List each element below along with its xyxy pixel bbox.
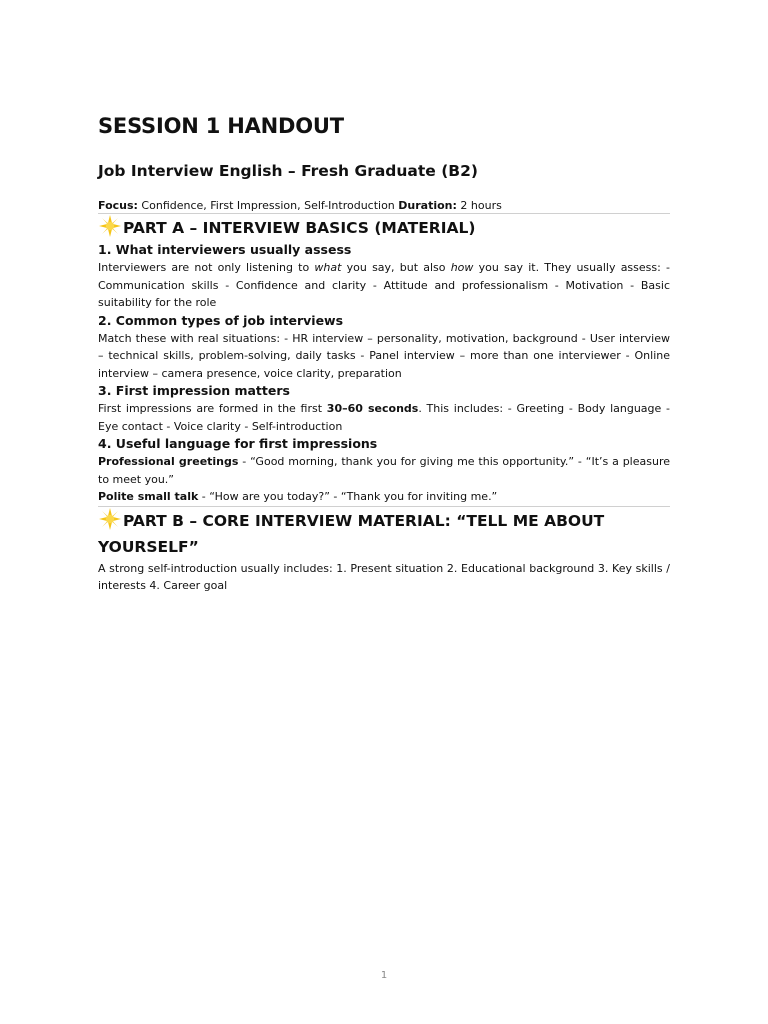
section-4-heading: 4. Useful language for first impressions: [98, 436, 378, 451]
part-b-text: A strong self-introduction usually includes: 1. Present situation 2. Educational background 3. Key skills / interests 4. Career goal: [98, 561, 670, 592]
section-1-heading: 1. What interviewers usually assess: [98, 242, 352, 257]
focus-label: Focus:: [98, 199, 138, 212]
text-run: Interviewers are not only listening to: [98, 261, 315, 274]
text-run: . This includes: - Greeting - Body language - Eye contact - Voice clarity - Self-introduction: [98, 402, 671, 433]
part-b-heading: [98, 507, 670, 560]
text-run: - “Good morning, thank you for giving me this opportunity.” - “It’s a pleasure to meet you.”: [98, 455, 670, 486]
section-2-text: Match these with real situations: - HR interview – personality, motivation, background - User interview – technical skills, problem-solving, daily tasks - Panel interview – more than one interviewer - Online interview – camera presence, voice clarity, preparation: [98, 331, 670, 380]
section-2-heading: 2. Common types of job interviews: [98, 312, 344, 328]
handout-page: [98, 112, 670, 595]
page-number: 1: [380, 970, 388, 981]
text-run: you say it. They usually assess: - Communication skills - Confidence and clarity - Attitude and professionalism - Motivation - Basic suitability for the role: [98, 261, 671, 309]
emphasis-what: what: [314, 261, 342, 274]
part-a-heading: [98, 214, 670, 241]
small-talk-label: Polite small talk: [98, 490, 199, 503]
part-b-title: PART B – CORE INTERVIEW MATERIAL: “TELL ME ABOUT YOURSELF”: [98, 511, 605, 556]
professional-greetings-label: Professional greetings: [98, 455, 239, 468]
page-title: SESSION 1 HANDOUT: [98, 114, 344, 138]
star-icon: [98, 507, 122, 531]
text-run: - “How are you today?” - “Thank you for inviting me.”: [198, 490, 498, 503]
part-a-title: PART A – INTERVIEW BASICS (MATERIAL): [123, 219, 476, 237]
section-3-text: [98, 400, 670, 435]
focus-value: Confidence, First Impression, Self-Introduction: [137, 199, 399, 212]
page-subtitle: Job Interview English – Fresh Graduate (B2): [98, 162, 478, 180]
professional-greetings-text: [98, 453, 670, 488]
duration-label: Duration:: [398, 199, 457, 212]
text-run: you say, but also: [341, 261, 451, 274]
small-talk-text: [98, 488, 670, 506]
emphasis-how: how: [450, 261, 474, 274]
section-3-heading: 3. First impression matters: [98, 383, 290, 398]
star-icon: [98, 214, 122, 238]
section-1-text: [98, 259, 670, 312]
duration-value: 2 hours: [456, 199, 502, 212]
session-meta: [98, 199, 670, 213]
emphasis-seconds: 30–60 seconds: [326, 402, 419, 415]
text-run: First impressions are formed in the first: [98, 402, 327, 415]
